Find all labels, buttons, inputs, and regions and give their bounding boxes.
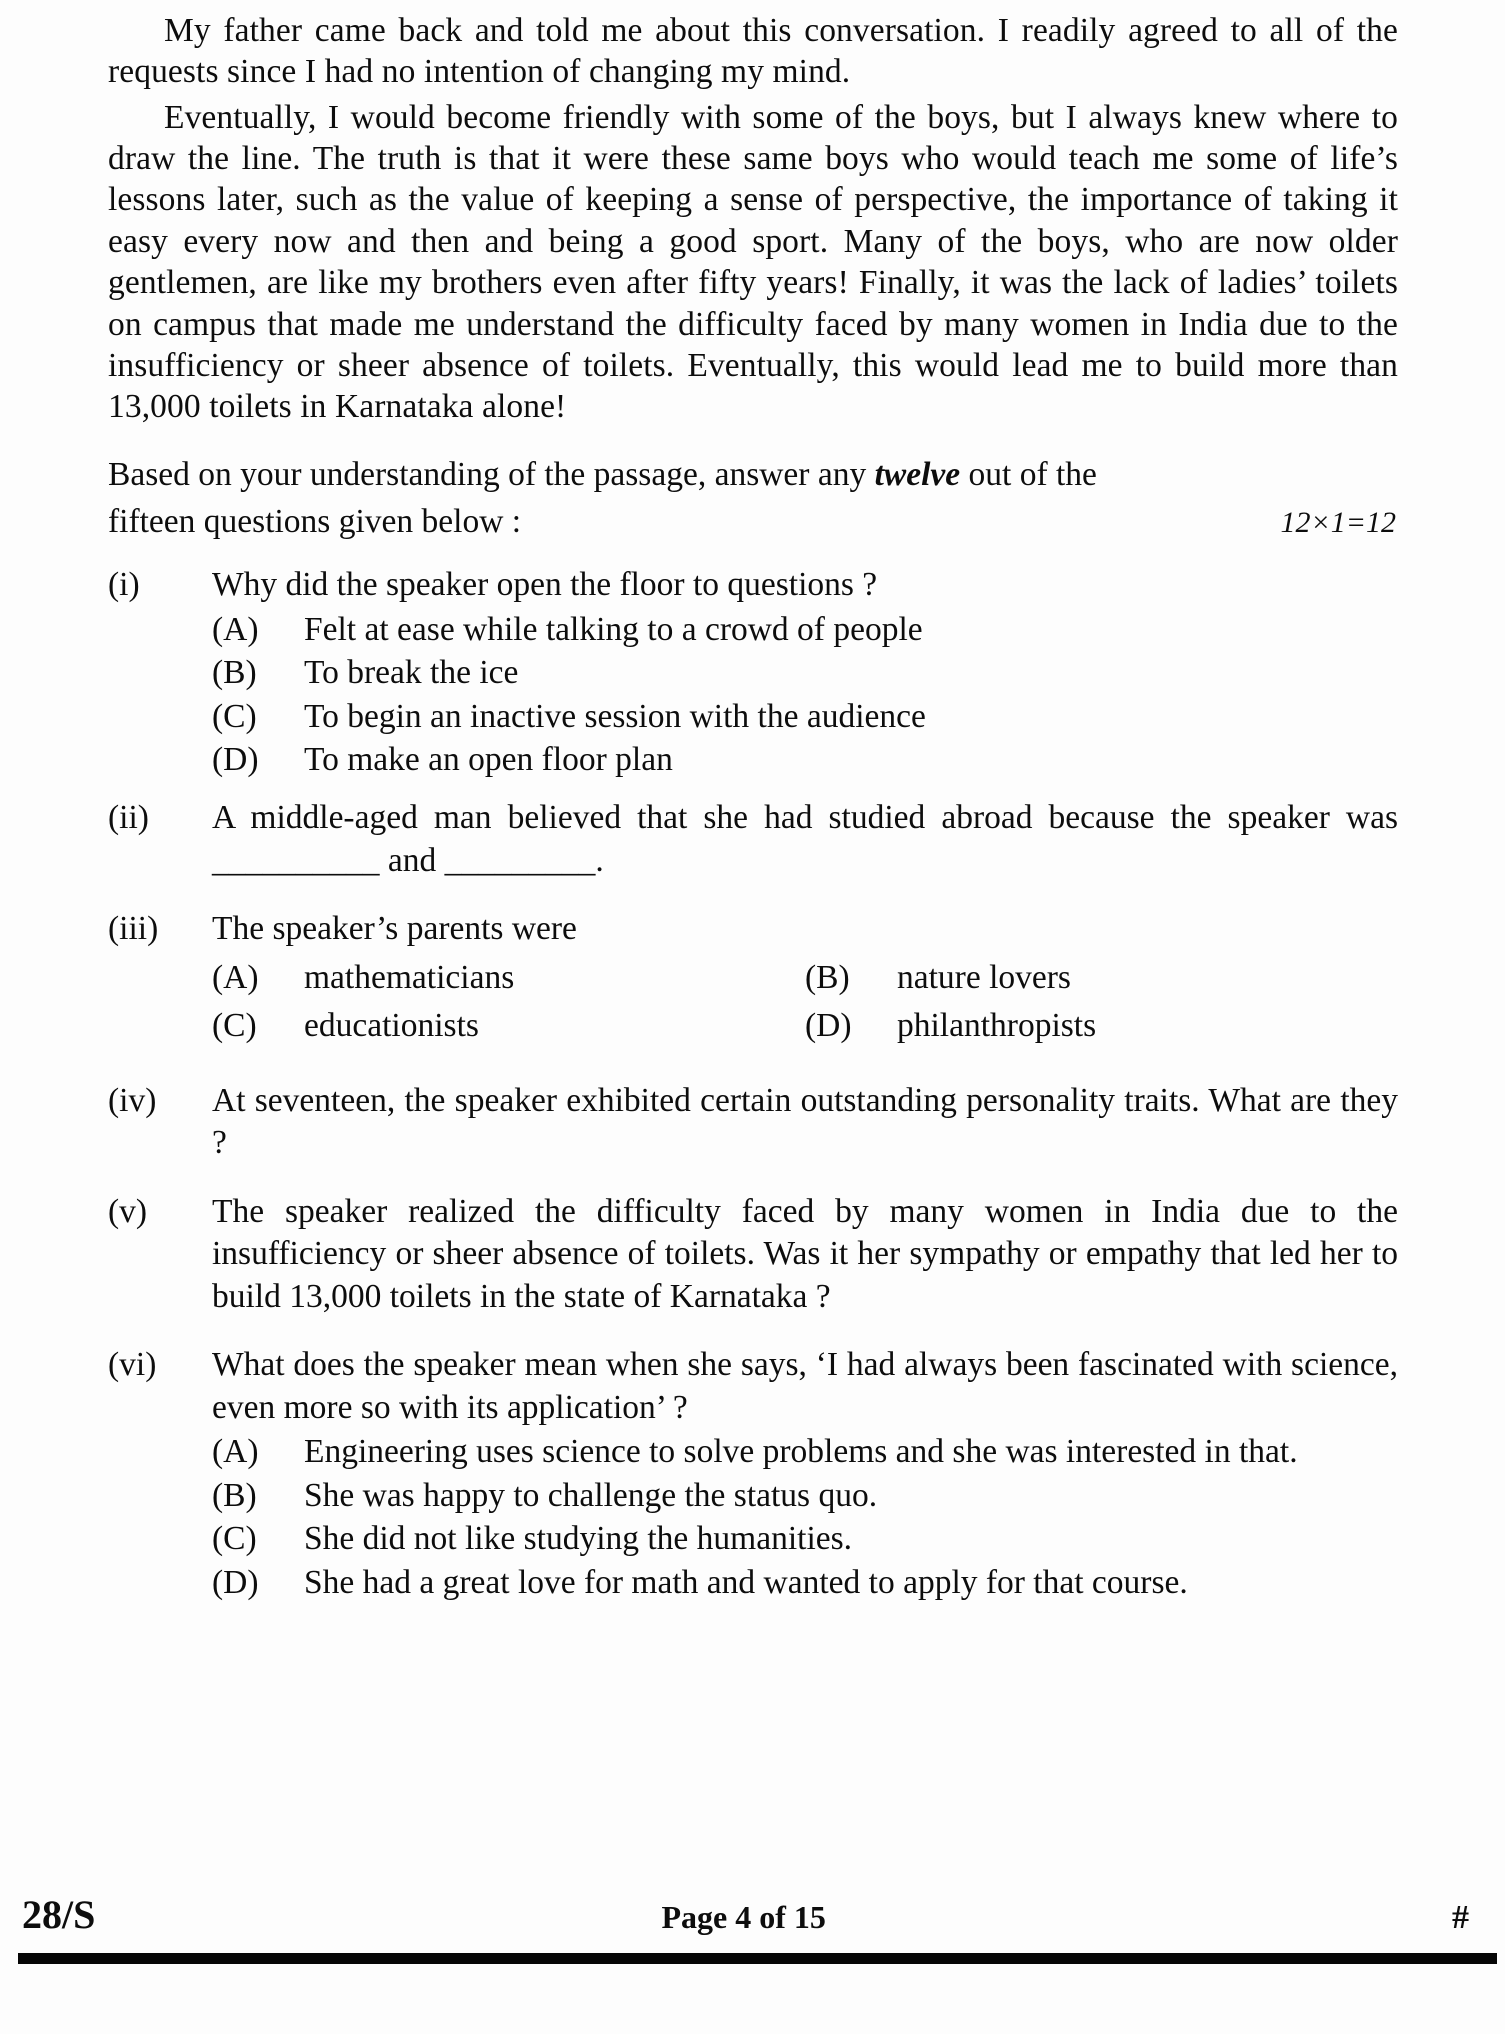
- instruction-line-2: [108, 501, 1398, 542]
- question-number: (v): [108, 1192, 148, 1230]
- instruction-text-after: out of the: [960, 455, 1097, 493]
- option-label: (D): [212, 741, 259, 779]
- question-text: What does the speaker mean when she says, ‘I had always been fascinated with science, even more so with its application’ ?: [212, 1346, 1398, 1426]
- option-text: Engineering uses science to solve problems and she was interested in that.: [304, 1433, 1298, 1471]
- option-label: (D): [212, 1563, 259, 1601]
- question-text: At seventeen, the speaker exhibited certain outstanding personality traits. What are they ?: [212, 1081, 1398, 1162]
- passage-paragraph-1: My father came back and told me about this conversation. I readily agreed to all of the requests since I had no intention of changing my mind.: [108, 12, 1398, 91]
- option-item[interactable]: [805, 1005, 1398, 1048]
- option-text: Felt at ease while talking to a crowd of people: [304, 610, 923, 648]
- option-label: (B): [212, 654, 257, 692]
- passage-paragraph-2: Eventually, I would become friendly with some of the boys, but I always knew where to draw the line. The truth is that it were these same boys who would teach me some of life’s lessons later, such as the value of keeping a sense of perspective, the importance of taking it easy every now and then and being a good sport. Many of the boys, who are now older gentlemen, are like my brothers even after fifty years! Finally, it was the lack of ladies’ toilets on campus that made me understand the difficulty faced by many women in India due to the insufficiency or sheer absence of toilets. Eventually, this would lead me to build more than 13,000 toilets in Karnataka alone!: [108, 98, 1398, 426]
- question-body: [212, 1191, 1398, 1319]
- question-number: (iv): [108, 1081, 157, 1119]
- question-text: The speaker’s parents were: [212, 910, 577, 948]
- question-body: [212, 908, 1398, 1054]
- instruction-line: [108, 454, 1398, 495]
- question-body: [212, 564, 1398, 783]
- option-text: She was happy to challenge the status quo.: [304, 1476, 878, 1514]
- instruction-text-before: Based on your understanding of the passage, answer any: [108, 455, 875, 493]
- question-body: [212, 797, 1398, 882]
- question-text: A middle-aged man believed that she had studied abroad because the speaker was __________ and _________.: [212, 798, 1398, 879]
- option-label: (A): [212, 958, 259, 996]
- option-label: (D): [805, 1007, 852, 1045]
- question-item: [108, 564, 1398, 783]
- marks-allocation: 12×1=12: [1280, 505, 1396, 539]
- question-body: [212, 1344, 1398, 1605]
- option-item[interactable]: [212, 1005, 805, 1048]
- question-number: (i): [108, 566, 140, 604]
- option-list: [212, 1431, 1398, 1604]
- question-number: (vi): [108, 1346, 157, 1384]
- option-label: (A): [212, 1433, 259, 1471]
- footer-rule: [18, 1953, 1497, 1964]
- question-text: The speaker realized the difficulty faced by many women in India due to the insufficiency or sheer absence of toilets. Was it her sympathy or empathy that led her to build 13,000 toilets in the state of Karnataka ?: [212, 1192, 1398, 1315]
- question-item: [108, 797, 1398, 882]
- option-label: (C): [212, 1520, 257, 1558]
- instruction-continuation: fifteen questions given below :: [108, 502, 522, 540]
- option-list: [212, 609, 1398, 782]
- question-item: [108, 1080, 1398, 1165]
- paper-code: 28/S: [22, 1892, 96, 1937]
- option-item[interactable]: [212, 1518, 1398, 1561]
- option-text: nature lovers: [897, 958, 1071, 996]
- option-item[interactable]: [212, 652, 1398, 695]
- option-text: educationists: [304, 1007, 479, 1045]
- option-item[interactable]: [212, 1431, 1398, 1474]
- option-item[interactable]: [212, 1475, 1398, 1518]
- option-item[interactable]: [212, 739, 1398, 782]
- option-label: (C): [212, 1007, 257, 1045]
- page-footer: [0, 1891, 1505, 1938]
- option-item[interactable]: [212, 696, 1398, 739]
- question-item: [108, 908, 1398, 1054]
- option-list: [212, 957, 1398, 1054]
- option-label: (A): [212, 610, 259, 648]
- option-label: (B): [212, 1476, 257, 1514]
- question-text: Why did the speaker open the floor to questions ?: [212, 566, 878, 604]
- page-number-label: Page 4 of 15: [661, 1899, 826, 1935]
- option-label: (B): [805, 958, 850, 996]
- question-item: [108, 1344, 1398, 1605]
- question-number: (ii): [108, 798, 149, 836]
- option-text: To begin an inactive session with the audience: [304, 697, 926, 735]
- option-label: (C): [212, 697, 257, 735]
- instruction-emphasis: twelve: [874, 455, 961, 493]
- option-text: To break the ice: [304, 654, 519, 692]
- option-item[interactable]: [805, 957, 1398, 1000]
- question-item: [108, 1191, 1398, 1319]
- end-mark: #: [1451, 1899, 1469, 1936]
- option-text: philanthropists: [897, 1007, 1097, 1045]
- option-item[interactable]: [212, 609, 1398, 652]
- option-item[interactable]: [212, 957, 805, 1000]
- option-text: mathematicians: [304, 958, 515, 996]
- question-body: [212, 1080, 1398, 1165]
- option-text: She did not like studying the humanities.: [304, 1520, 853, 1558]
- page-content: [108, 10, 1398, 1623]
- option-text: She had a great love for math and wanted to apply for that course.: [304, 1563, 1188, 1601]
- option-item[interactable]: [212, 1562, 1398, 1605]
- option-text: To make an open floor plan: [304, 741, 673, 779]
- question-number: (iii): [108, 910, 159, 948]
